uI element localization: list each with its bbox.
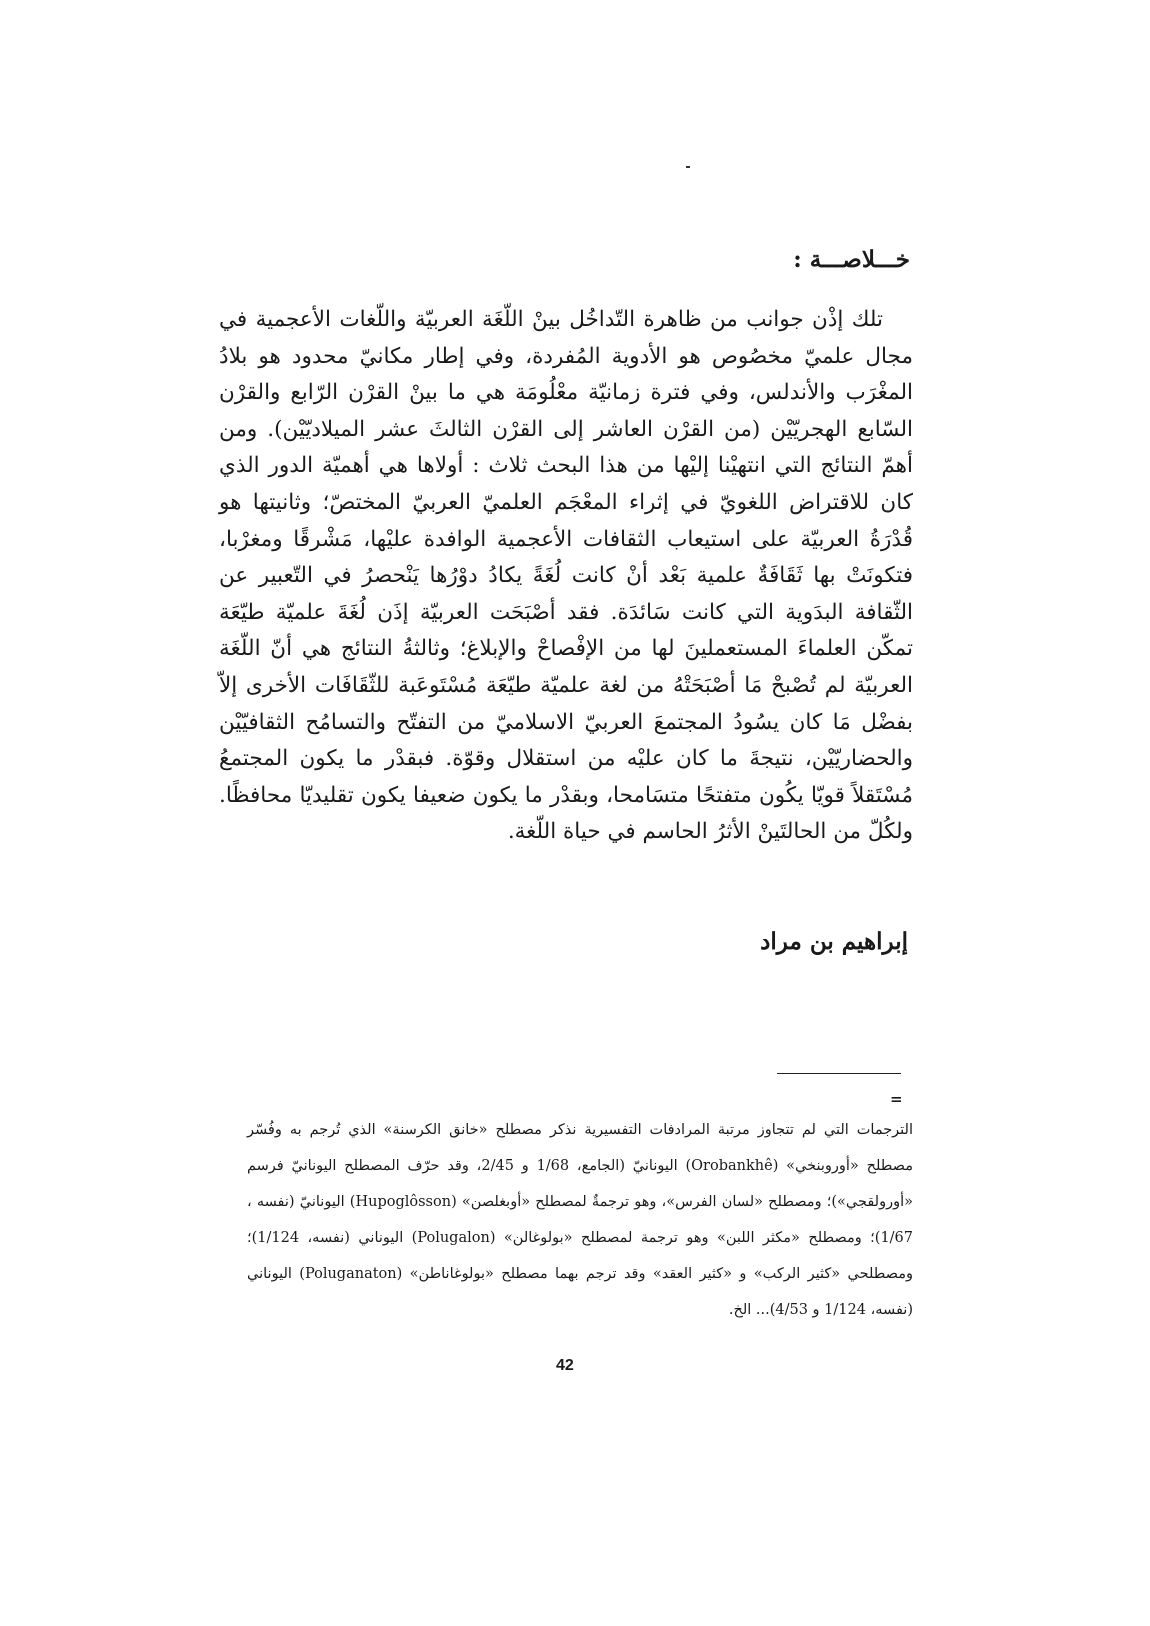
footnote-text: الترجمات التي لم تتجاوز مرتبة المرادفات التفسيرية نذكر مصطلح «خانق الكرسنة» الذي تُرجم به وفُسّر مصطلح «أوروبنخي» (Orobankhê) اليونانيّ (الجامع، 1/68 و 2/45، وقد حرّف المصطلح اليونانيّ فرسم «أورولقجي»)؛ ومصطلح «لسان الفرس»، وهو ترجمةٌ لمصطلح «أوبغلصن» (Hupoglôsson) اليونانيّ (نفسه ، 1/67)؛ ومصطلح «مكثر اللبن» وهو ترجمة لمصطلح «بولوغالن» (Polugalon) اليوناني (نفسه، 1/124)؛ ومصطلحي «كثير الركب» و «كثير العقد» وقد ترجم بهما مصطلح «بولوغاناطن» (Poluganaton) اليوناني (نفسه، 1/124 و 4/53)... الخ. <box>247 1122 914 1318</box>
footnote-continuation-mark: = <box>890 1090 903 1108</box>
footnote-divider <box>777 1073 901 1074</box>
body-paragraph: تلك إذْن جوانب من ظاهرة التّداخُل بينْ اللّغَة العربيّة واللّغات الأعجمية في مجال علميّ مخصُوص هو الأدوية المُفردة، وفي إطار مكانيّ محدود هو بلادُ المغْرَب والأندلس، وفي فترة زمانيّة معْلُومَة هي ما بينْ القرْن الرّابع والقرْن السّابع الهجريّيْن (من القرْن العاشر إلى القرْن الثالثَ عشر الميلاديّيْن). ومن أهمّ النتائج التي انتهيْنا إليْها من هذا البحث ثلاث : أولاها هي أهميّة الدور الذي كان للاقتراض اللغويّ في إثراء المعْجَم العلميّ العربيّ المختصّ؛ وثانيتها هو قُدْرَةُ العربيّة على استيعاب الثقافات الأعجمية الوافدة عليْها، مَشْرقًا ومغرْبا، فتكونَتْ بها ثَقَافَةٌ علمية بَعْد أنْ كانت لُغَةً يكادُ دوْرُها يَنْحصرُ في التّعبير عن الثّقافة البدَوية التي كانت سَائدَة. فقد أصْبَحَت العربيّة إذَن لُغَةَ علميّة طيّعَة تمكّن العلماءَ المستعملينَ لها من الإفْصاحْ والإبلاغ؛ وثالثةُ النتائج هي أنّ اللّغَة العربيّة لم تُصْبحْ مَا أصْبَحَتْهُ من لغة علميّة طيّعَة مُسْتَوعَبة للثّقَافَات الأخرى إلاّ بفضْل مَا كان يسُودُ المجتمعَ العربيّ الاسلاميّ من التفتّح والتسامُح الثقافيّيْن والحضاريّيْن، نتيجةَ ما كان عليْه من استقلال وقوّة. فبقدْر ما يكون المجتمعُ مُسْتَقلاً قويّا يكُون متفتحًا متسَامحا، وبقدْر ما يكون ضعيفا يكون تقليديّا محافظًا. ولكُلّ من الحالتَينْ الأثرُ الحاسم في حياة اللّغة. <box>219 307 913 845</box>
page-number: 42 <box>556 1357 574 1374</box>
author-name: إبراهيم بن مراد <box>760 928 908 955</box>
stray-mark <box>686 166 690 168</box>
section-title: خـــلاصـــة : <box>793 246 910 273</box>
